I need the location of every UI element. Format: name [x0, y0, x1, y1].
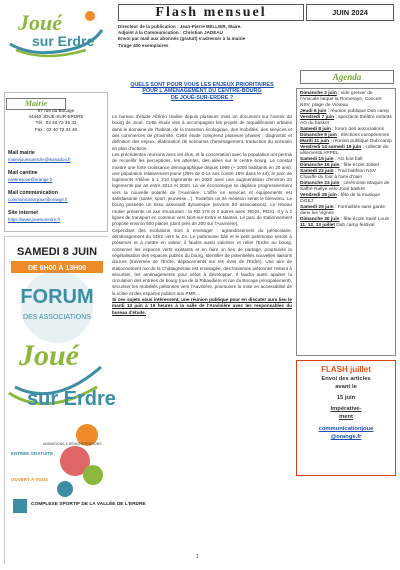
- agenda-item-date: Dimanche 16 juin: [300, 163, 340, 168]
- poster-open: OUVERT À TOUS: [11, 477, 48, 482]
- agenda-item: [300, 205, 392, 217]
- agenda-item-date: Vendredi 14 samedi 15 juin: [300, 145, 362, 150]
- flash-line-1: Envoi des articles: [321, 376, 371, 382]
- issue-date: JUIN 2024: [306, 4, 394, 21]
- article-title: [112, 82, 292, 101]
- logo-graphic: [6, 4, 106, 62]
- flash-line-4: Impérative-: [330, 406, 362, 412]
- article-paragraph-3: Cependant des évolutions sont à envisager : agrandissement du périscolaire, déménagement du SDIS vers la ZA. Le patrimoine bâti et le petit patrimoine seront à préserver et à mettre en valeur, il faudra aussi valoriser et relier l'Erdre au bourg, conserver les espaces verts existants et en faire un lieu de partage, poursuivre la végétalisation des espaces publics du bourg. Identifier de potentielles nouvelles liaisons douces (traversée de l'Erdre, déplacements sur les rives de l'Erdre). Une aire de stationnement rue de la Châtaigneraie est envisagée, des traverses piétonnes restent à sécuriser, les aménagements pour vélos à développer. Il faudra aussi apaiser la circulation des entrées de bourg (rue de la Ribaudière et rue du Bocage principalement), sécuriser les mobilités piétonnes vers l'Auvinière, poursuivre la mise en accessibilité de la voirie et des espaces publics aux PMR…: [112, 227, 292, 296]
- forum-poster: [4, 236, 146, 564]
- forum-poster-graphic: [5, 237, 146, 565]
- mail-mairie-label: Mail mairie: [8, 150, 35, 156]
- poster-entry: ENTRÉE GRATUITE: [11, 451, 54, 456]
- agenda-item: [300, 169, 392, 181]
- agenda-item-date: Dimanche 9 juin: [300, 133, 337, 138]
- mail-communication-link[interactable]: communicationjoue@orange.fr: [8, 197, 68, 202]
- agenda-item-date: Dimanche 2 juin: [300, 91, 337, 96]
- agenda-item-date: Vendredi 7 juin: [300, 115, 335, 120]
- agenda-item: [300, 115, 392, 127]
- article-paragraph-4: Si ces sujets vous intéressent, une réunion publique pour en discuter aura lieu le mardi 13 juin à 19 heures à la salle de l'Auvinière avec les responsables du bureau d'étude.: [112, 297, 292, 315]
- newsletter-title: Flash mensuel: [118, 4, 304, 21]
- mail-communication-label: Mail communication: [8, 190, 58, 196]
- agenda-item-date: Vendredi 28 juin: [300, 193, 337, 198]
- mairie-heading: Mairie: [6, 98, 66, 110]
- logo-text-joue: Joué: [18, 10, 62, 35]
- address-fax: Fax : 02 40 72 34 40: [34, 126, 78, 132]
- agenda-item-date: Dimanche 23 juin: [300, 181, 340, 186]
- agenda-item-text: : spectacle théâtre enfants AG du basket: [300, 115, 392, 126]
- agenda-item-text: : fête école Jolivet: [339, 163, 380, 168]
- address-phone: Tél : 02 40 72 35 43: [35, 120, 77, 126]
- agenda-item-date: Samedi 29 juin: [300, 205, 334, 210]
- address-city: 44440 JOUE-SUR-ERDRE: [28, 114, 84, 120]
- agenda-item-text: : cérémonie Maquis de Saffré Rallye vélo Joué basket: [300, 181, 390, 192]
- agenda-item: [300, 223, 392, 229]
- flash-email-1[interactable]: communicationjoue: [318, 426, 374, 432]
- poster-date: SAMEDI 8 JUIN: [16, 246, 98, 258]
- agenda-item-text: : collecte de vêtements APPEL: [300, 145, 389, 156]
- article-title-line2: POUR L'AMÉNAGEMENT DU CENTRE-BOURG: [142, 88, 262, 95]
- article-title-line3: DE JOUÉ-SUR-ERDRE ?: [170, 94, 234, 101]
- agenda-list: [296, 88, 396, 356]
- address-street: 87 rue du Bocage: [37, 108, 75, 113]
- logo-text-erdre: sur Erdre: [32, 33, 95, 49]
- credit-adjoint: Adjoint à la Communication : Christian JADEAU: [118, 30, 223, 36]
- flash-email-2[interactable]: @orange.fr: [330, 434, 362, 440]
- flash-line-5: ment: [339, 414, 353, 420]
- agenda-item-text: : élections européennes: [336, 133, 390, 138]
- site-link[interactable]: https://www.jouesurerdre.fr: [8, 217, 61, 222]
- agenda-item-text: : vide grenier de l'Amicale laïque la Romeraye, Concert NSV, plage de Vioreau: [300, 91, 382, 108]
- article-body: [112, 114, 292, 554]
- agenda-item-date: Samedi 8 juin: [300, 127, 331, 132]
- flash-title: FLASH juillet: [321, 365, 371, 374]
- agenda-item: [300, 91, 392, 109]
- mail-cantine-label: Mail cantine: [8, 170, 38, 176]
- agenda-item-date: Dimanche 30 juin: [300, 217, 340, 222]
- poster-venue: COMPLEXE SPORTIF DE LA VALLÉE DE L'ERDRE: [31, 502, 146, 507]
- poster-assoc: DES ASSOCIATIONS: [23, 314, 91, 321]
- mairie-address: [8, 108, 104, 133]
- poster-forum: FORUM: [20, 286, 94, 308]
- publication-credits: [118, 24, 394, 49]
- credit-print-run: Tirage 400 exemplaires: [118, 42, 169, 48]
- poster-badge: ANIMATIONS & DÉMONSTRATIONS: [43, 442, 102, 446]
- flash-line-2: avant le: [335, 384, 357, 390]
- agenda-item-text: : fête école Saint Louis: [339, 217, 390, 222]
- poster-joue: Joué: [19, 339, 79, 372]
- agenda-item-text: : réunion publique Dub camp: [329, 139, 392, 144]
- agenda-item-date: Samedi 15 juin: [300, 157, 334, 162]
- agenda-item-text: : fête de la musique OGEJ: [300, 193, 380, 204]
- agenda-heading: Agenda: [300, 70, 394, 84]
- agenda-item-date: 11, 12, 13 juillet: [300, 223, 335, 228]
- agenda-item-text: : réunion publique Dub camp: [326, 109, 390, 114]
- agenda-item: [300, 193, 392, 205]
- credit-mail-info: Envoi par mail aux abonnés (gratuit) s'adresser à la mairie: [118, 36, 246, 42]
- joue-sur-erdre-logo: [6, 4, 106, 62]
- agenda-item-text: : AG foot ball: [333, 157, 363, 162]
- agenda-item-text: : forum des associations: [330, 127, 384, 132]
- site-label: Site internet: [8, 210, 38, 216]
- mail-cantine-link[interactable]: cantinejoue@orange.fr: [8, 177, 53, 182]
- poster-erdre: sur Erdre: [27, 388, 116, 410]
- page-number: 1: [196, 554, 199, 560]
- agenda-item-text: : Formalités sans garde dans les Vignes: [300, 205, 386, 216]
- agenda-item-date: Mardi 11 juin: [300, 139, 330, 144]
- article-title-line1: QUELS SONT POUR VOUS LES ENJEUX PRIORITAIRES: [130, 82, 274, 88]
- mail-mairie-link[interactable]: mairiejouesurerdre@wanadoo.fr: [8, 157, 71, 162]
- poster-hours: DE 9H00 À 13H00: [28, 265, 86, 272]
- agenda-item: [300, 181, 392, 193]
- agenda-item: [300, 145, 392, 157]
- agenda-item-date: Jeudi 6 juin: [300, 109, 327, 114]
- agenda-item-text: Dub camp festival: [334, 223, 375, 228]
- agenda-item-date: Samedi 22 juin: [300, 169, 334, 174]
- flash-line-3: 15 juin: [336, 395, 356, 401]
- article-paragraph-2: Les précédentes réunions avec les élus, et la concertation avec la population ont permis de recueillir les perceptions, les attentes, des idées sur le centre bourg. Le constat montre une forte croissance démographique depuis 1999 (+ 1000 habitants en 20 ans), une population relativement jeune (26% de 0-14 ans contre 18% dans le 44), le parc de logements s'élève à 1 210 logements en 2020 avec une augmentation d'environ 20 logements par an entre 2014 et 2020. La vie économique se déplace progressivement vers la nouvelle polarité de l'Auvinière. L'offre en services et équipements est satisfaisante (santé, sport, jeunesse…). Toutefois un 2è médecin serait le bienvenu. Le bourg possède un tissu associatif dynamique (environ 50 associations). Le réseau routier présente un axe structurant : la RD 178 et 2 autres axes :RD24, RD31. Il y a 2 lignes de transport en commun vers Nort-sur-Erdre et Nantes. Le parc de stationnement propose environ 500 places (dont près de 200 sur l'Auvinière).: [112, 151, 292, 227]
- article-paragraph-1: Le bureau d'étude Altéréo réalise depuis plusieurs mois un document sur l'avenir du bourg de Joué. Cette étude vise à accompagner les projets de requalification urbaine dans le domaine de l'habitat, de la transition écologique, des mobilités, des services et des commerces de proximité. Cette étude comprend plusieurs phases : diagnostic et définition des enjeux, élaboration de scénarios d'aménagement, traduction du scénario en plan d'actions.: [112, 114, 292, 151]
- agenda-item-text: : Trail biathlon NSV Chauffe du four à l'ami d'pain: [300, 169, 376, 180]
- credit-director: Directeur de la publication : Jean-Pierre BELLIER, Maire.: [118, 24, 242, 29]
- flash-july-box: [296, 360, 396, 476]
